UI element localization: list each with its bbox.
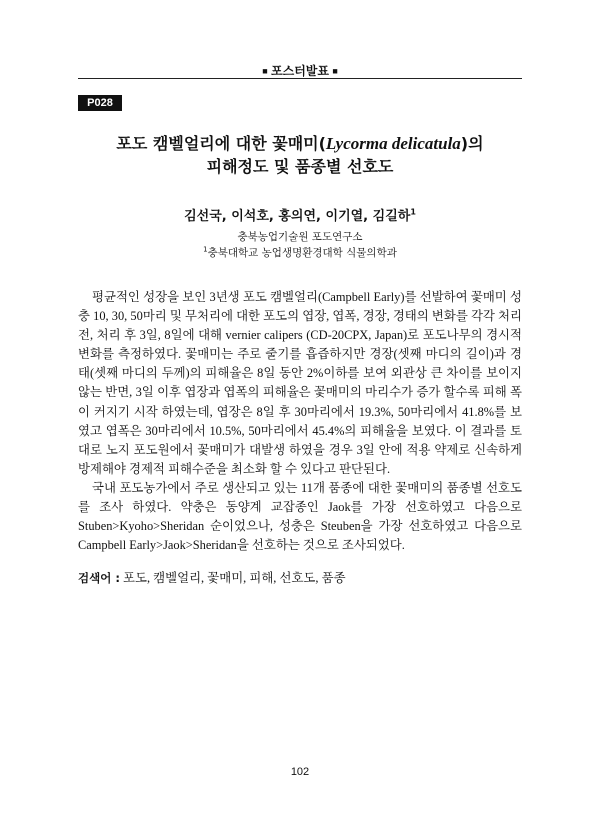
affiliation-text: 충북대학교 농업생명환경대학 식물의학과 xyxy=(207,247,397,259)
section-header xyxy=(0,62,600,79)
header-rule xyxy=(78,78,522,79)
affiliation-superscript: 1 xyxy=(203,245,208,254)
title-suffix: )의 xyxy=(460,134,484,153)
title-line-1 xyxy=(78,132,522,155)
keywords-terms: 포도, 캠벨얼리, 꽃매미, 피해, 선호도, 품종 xyxy=(123,571,346,585)
affiliation-1 xyxy=(78,229,522,244)
author-superscript: 1 xyxy=(410,207,416,217)
scientific-name: Lycorma delicatula xyxy=(325,134,461,153)
keywords-label: 검색어 : xyxy=(78,571,120,585)
title-prefix: 포도 캠벨얼리에 대한 꽃매미( xyxy=(116,134,326,153)
authors xyxy=(78,205,522,224)
paper-title xyxy=(78,132,522,178)
abstract xyxy=(78,288,522,555)
page-number: 102 xyxy=(290,766,310,778)
author-names: 김선국, 이석호, 홍의연, 이기열, 김길하 xyxy=(184,209,411,224)
bullet-square-icon: ■ xyxy=(332,66,338,76)
abstract-paragraph-1: 평균적인 성장을 보인 3년생 포도 캠벨얼리(Campbell Early)를 선발하여 꽃매미 성충 10, 30, 50마리 및 무처리에 대한 포도의 엽장, 엽폭, 경장, 경태의 변화를 각각 처리 전, 처리 후 3일, 8일에 대해 vernier calipers (CD-20CPX, Japan)로 포도나무의 경시적 변화를 측정하였다. 꽃매미는 주로 줄기를 흡즙하지만 경장(셋째 마디의 길이)과 경태(셋째 마디의 두께)의 피해율은 8일 동안 2%이하를 보여 외관상 큰 차이를 보이지 않는 반면, 3일 이후 엽장과 엽폭의 피해율은 꽃매미의 마리수가 증가 할수록 피해 폭이 커지기 시작 하였는데, 엽장은 8일 후 30마리에서 19.3%, 50마리에서 41.8%를 보였고 엽폭은 30마리에서 10.5%, 50마리에서 45.4%의 피해율을 보였다. 이 결과를 토대로 노지 포도원에서 꽃매미가 대발생 하였을 경우 3일 안에 적용 약제로 신속하게 방제해야 경제적 피해수준을 최소화 할 수 있다고 판단된다. xyxy=(78,290,522,476)
bullet-square-icon: ■ xyxy=(262,66,268,76)
affiliation-2 xyxy=(78,245,522,260)
poster-code-badge: P028 xyxy=(78,95,122,111)
title-line-2: 피해정도 및 품종별 선호도 xyxy=(206,157,394,176)
affiliation-text: 충북농업기술원 포도연구소 xyxy=(237,231,363,243)
abstract-paragraph-2: 국내 포도농가에서 주로 생산되고 있는 11개 품종에 대한 꽃매미의 품종별 선호도를 조사 하였다. 약충은 동양계 교잡종인 Jaok를 가장 선호하였고 다음으로 Stuben>Kyoho>Sheridan 순이었으나, 성충은 Steuben을 가장 선호하였고 다음으로 Campbell Early>Jaok>Sheridan을 선호하는 것으로 조사되었다. xyxy=(78,480,522,553)
section-label: 포스터발표 xyxy=(271,64,329,78)
keywords xyxy=(78,568,522,586)
